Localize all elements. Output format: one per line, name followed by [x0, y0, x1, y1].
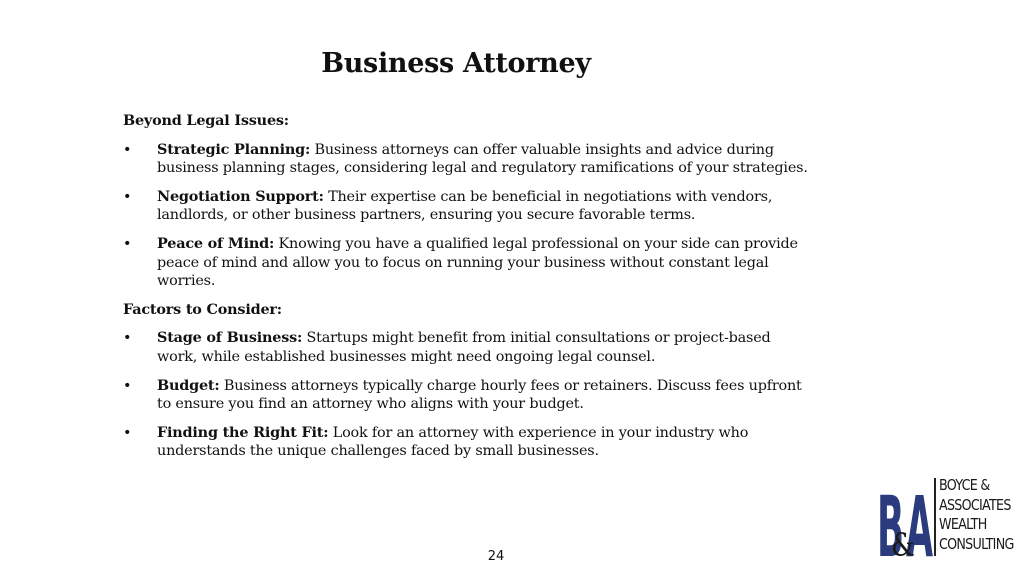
slide-title: Business Attorney: [321, 48, 591, 79]
section-heading: Factors to Consider:: [123, 300, 282, 318]
bullet-term: Budget:: [157, 376, 220, 394]
section-heading: Beyond Legal Issues:: [123, 112, 289, 129]
slide-content: [123, 112, 813, 471]
section-beyond-legal-issues: [123, 112, 813, 291]
logo-text-line: CONSULTING: [939, 534, 1014, 553]
section-factors-to-consider: [123, 301, 813, 461]
bullet-list: [123, 329, 813, 461]
bullet-term: Negotiation Support:: [157, 187, 324, 205]
bullet-item-strategic-planning: [123, 141, 813, 178]
bullet-item-negotiation-support: [123, 188, 813, 225]
bullet-text: Their expertise can be beneficial in negotiations with vendors, landlords, or other business partners, ensuring you secure favorable terms.: [157, 188, 773, 224]
ba-monogram-icon: [876, 476, 934, 558]
bullet-item-finding-the-right-fit: [123, 424, 813, 461]
logo-ampersand: &: [891, 526, 915, 558]
bullet-item-peace-of-mind: [123, 235, 813, 291]
logo-letter-b: B: [877, 478, 904, 558]
bullet-text: Knowing you have a qualified legal professional on your side can provide peace of mind and allow you to focus on running your business without constant legal worries.: [157, 235, 798, 290]
bullet-text: Look for an attorney with experience in your industry who understands the unique challenges faced by small businesses.: [157, 424, 749, 460]
bullet-term: Strategic Planning:: [157, 140, 311, 158]
bullet-item-stage-of-business: [123, 329, 813, 366]
bullet-list: [123, 141, 813, 291]
page-number: 24: [487, 549, 505, 564]
logo-wordmark: [939, 476, 1014, 554]
bullet-term: Peace of Mind:: [157, 234, 275, 252]
logo-divider: [934, 478, 936, 556]
bullet-text: Startups might benefit from initial consultations or project-based work, while established businesses might need ongoing legal counsel.: [157, 330, 771, 365]
bullet-item-budget: [123, 377, 813, 414]
bullet-text: Business attorneys typically charge hourly fees or retainers. Discuss fees upfront to ensure you find an attorney who aligns with your budget.: [157, 377, 802, 413]
logo-text-line: BOYCE &: [939, 476, 990, 494]
company-logo: [876, 476, 1016, 558]
logo-text-line: WEALTH: [939, 515, 987, 533]
logo-text-line: ASSOCIATES: [939, 495, 1011, 514]
bullet-term: Stage of Business:: [157, 329, 303, 347]
bullet-term: Finding the Right Fit:: [157, 423, 329, 441]
bullet-text: Business attorneys can offer valuable insights and advice during business planning stages, considering legal and regulatory ramifications of your strategies.: [157, 141, 808, 177]
logo-letter-a: A: [906, 478, 933, 558]
